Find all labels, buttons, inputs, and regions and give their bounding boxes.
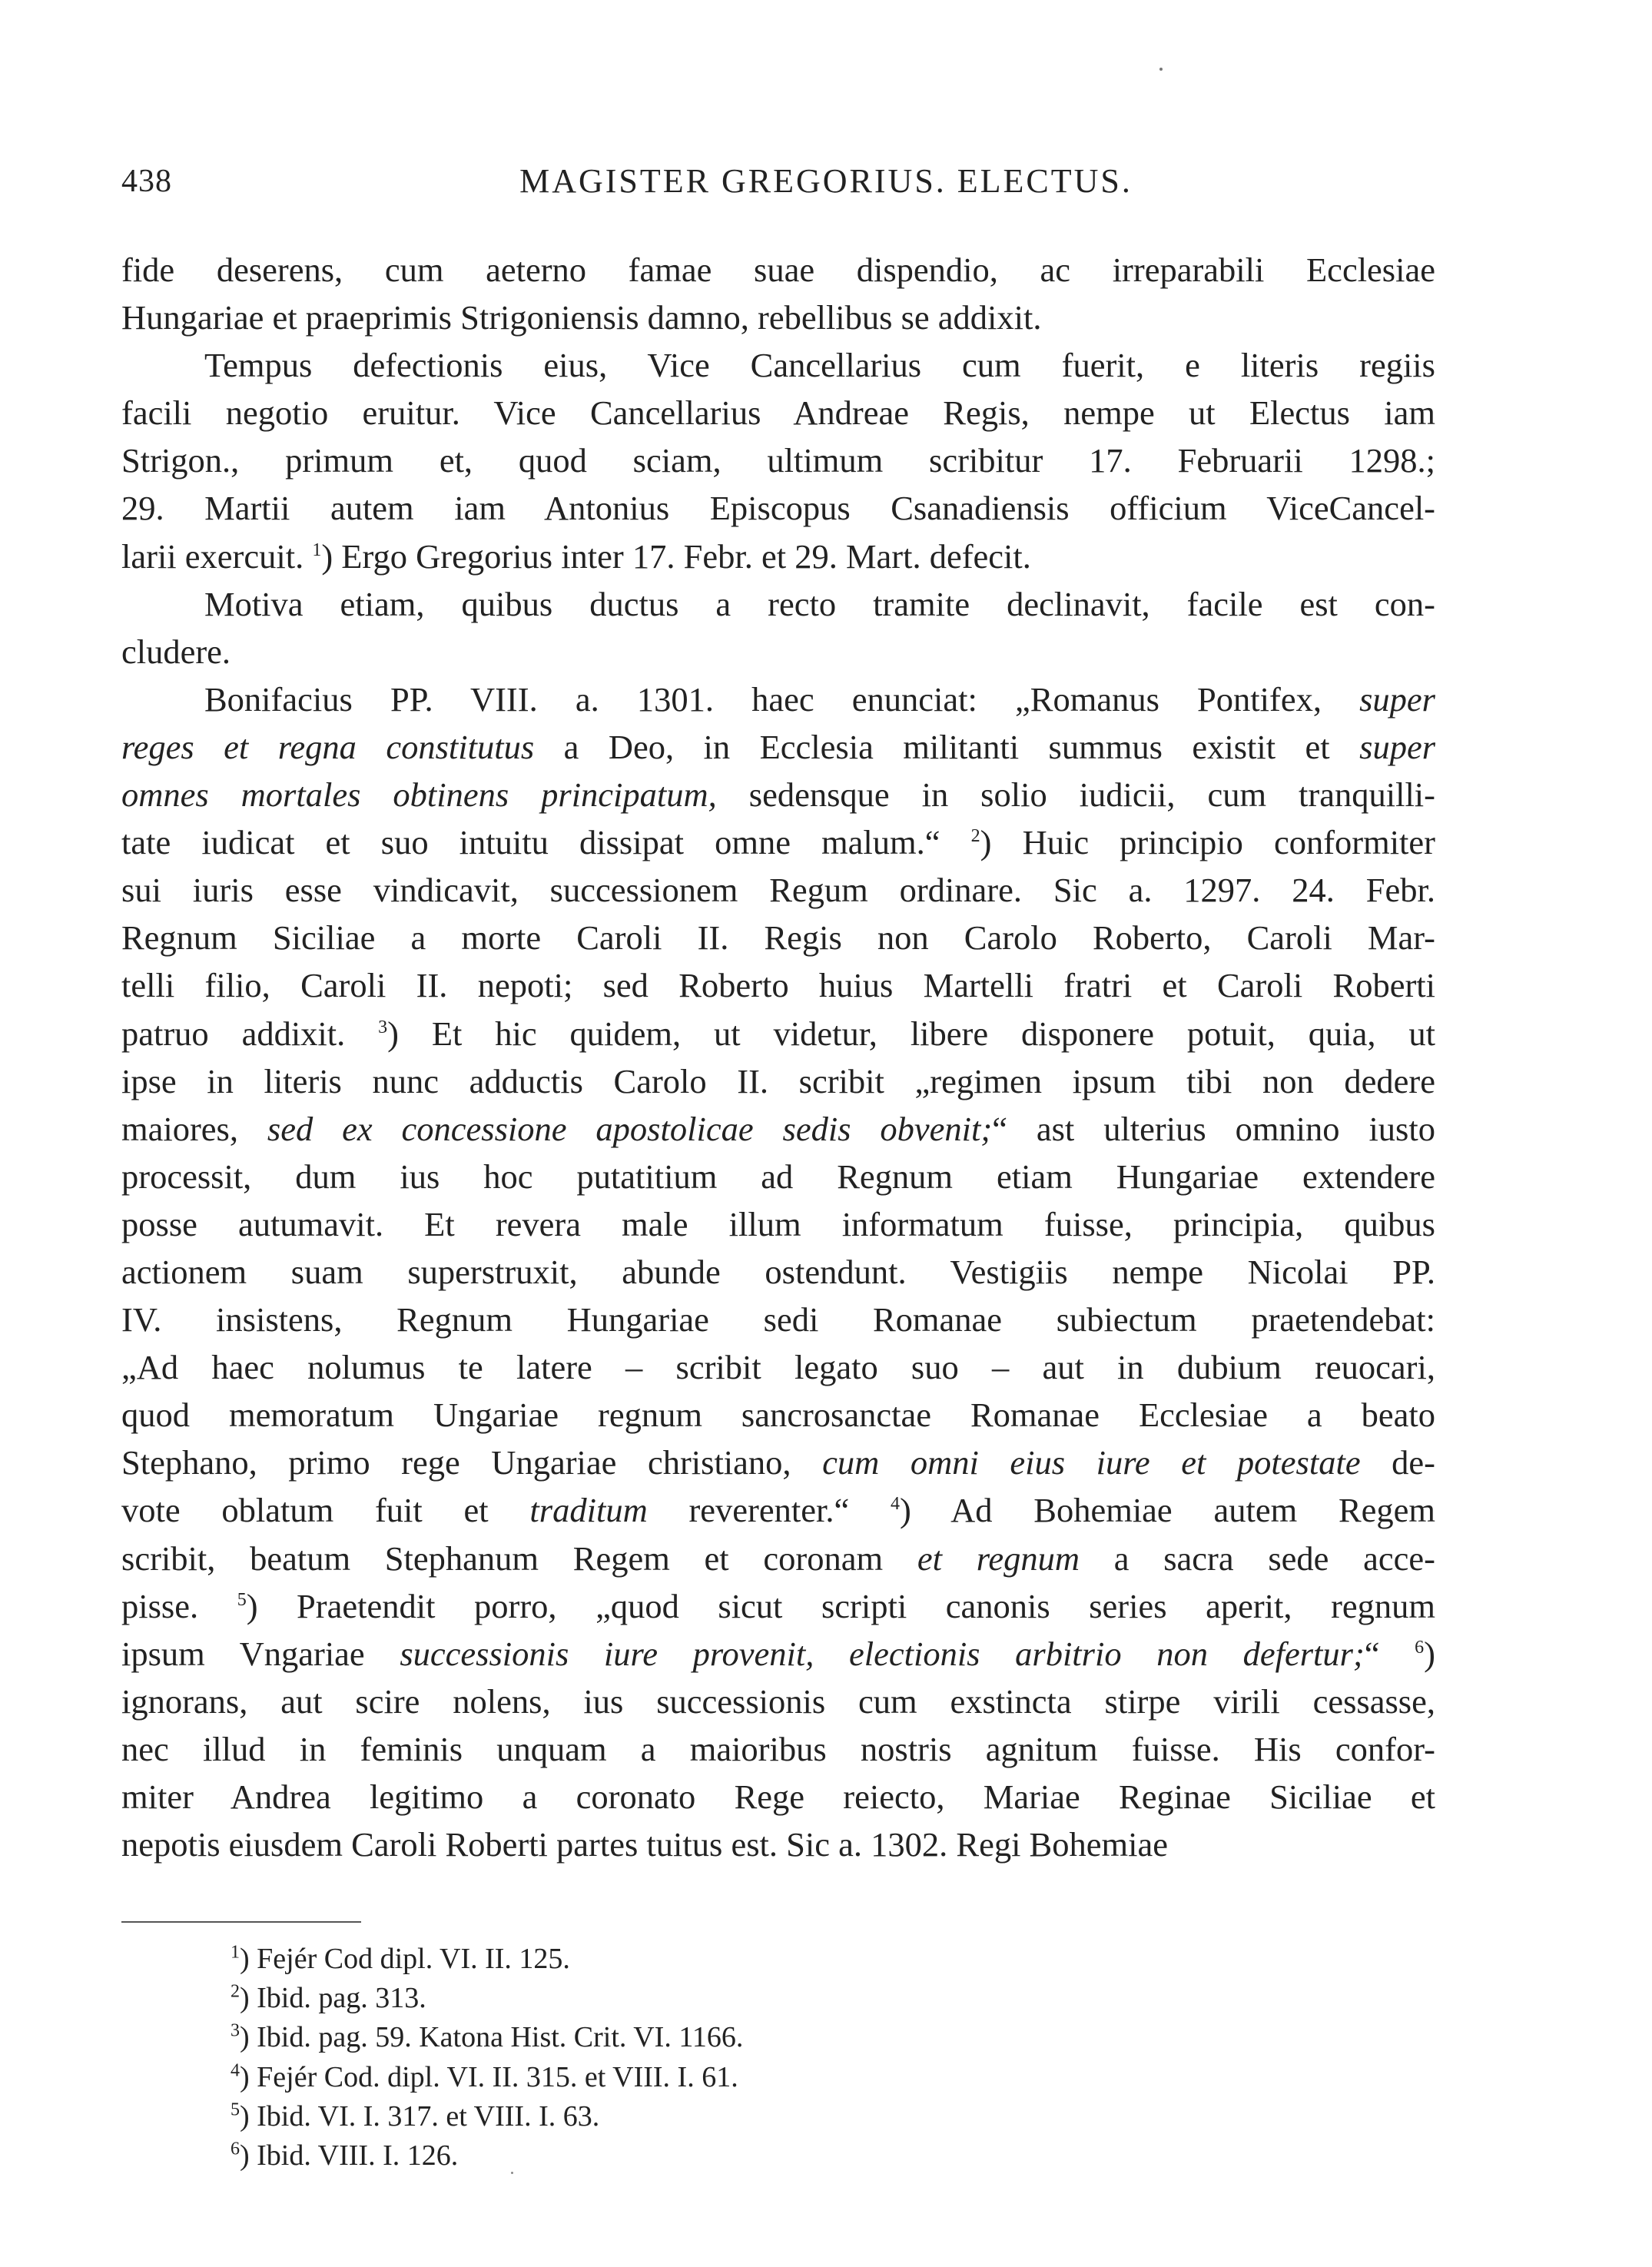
italic-run: reges et regna constitutus xyxy=(121,727,535,766)
text-line xyxy=(121,1582,1435,1630)
text-run: Hungariae et praeprimis Strigoniensis damno, rebellibus se addixit. xyxy=(121,298,1042,337)
text-line xyxy=(121,1439,1435,1486)
italic-run: super xyxy=(1359,727,1435,766)
text-line xyxy=(121,818,1435,866)
footnote-mark: 2 xyxy=(231,1981,240,2002)
italic-run: successionis iure provenit, electionis arbitrio non defertur; xyxy=(400,1634,1365,1673)
text-line xyxy=(121,1535,1435,1582)
footnotes xyxy=(231,1940,743,2176)
footnote-text: ) Fejér Cod dipl. VI. II. 125. xyxy=(240,1943,570,1975)
text-run: “ xyxy=(1364,1634,1415,1673)
italic-run: super xyxy=(1359,679,1435,719)
text-line xyxy=(121,1343,1435,1391)
body-text xyxy=(121,246,1435,1868)
text-line xyxy=(121,580,1435,628)
text-line xyxy=(121,1630,1435,1678)
text-line xyxy=(121,1725,1435,1773)
italic-run: cum omni eius iure et potestate xyxy=(822,1443,1361,1482)
text-run: quod memoratum Ungariae regnum sancrosanctae Romanae Ecclesiae a beato xyxy=(121,1396,1435,1435)
text-line xyxy=(121,1773,1435,1821)
text-line xyxy=(121,533,1435,580)
footnote xyxy=(231,2136,743,2176)
running-head: MAGISTER GREGORIUS. ELECTUS. xyxy=(519,162,1133,200)
footnote-ref: 3 xyxy=(378,1017,388,1037)
text-line xyxy=(121,1821,1435,1868)
footnote-text: ) Ibid. VI. I. 317. et VIII. I. 63. xyxy=(240,2099,600,2133)
text-line xyxy=(121,1010,1435,1057)
text-run: ipse in literis nunc adductis Carolo II. scribit „regimen ipsum tibi non dedere xyxy=(121,1061,1435,1100)
text-run: ) Ergo Gregorius inter 17. Febr. et 29. Mart. defecit. xyxy=(321,536,1031,576)
footnote-ref: 6 xyxy=(1415,1637,1425,1658)
text-line xyxy=(121,1296,1435,1343)
text-line xyxy=(121,914,1435,961)
text-run: telli filio, Caroli II. nepoti; sed Roberto huius Martelli fratri et Caroli Roberti xyxy=(121,966,1435,1005)
footnote xyxy=(231,2018,743,2057)
footnote-mark: 5 xyxy=(231,2099,240,2120)
speck-mark xyxy=(511,2172,513,2174)
text-line xyxy=(121,1248,1435,1296)
text-run: nepotis eiusdem Caroli Roberti partes tuitus est. Sic a. 1302. Regi Bohemiae xyxy=(121,1825,1168,1864)
footnote-ref: 4 xyxy=(891,1494,900,1515)
text-run: ) Et hic quidem, ut videtur, libere disponere potuit, quia, ut xyxy=(387,1014,1435,1053)
text-run: ) Ad Bohemiae autem Regem xyxy=(900,1491,1435,1530)
text-line xyxy=(121,341,1435,389)
text-run: miter Andrea legitimo a coronato Rege reiecto, Mariae Reginae Siciliae et xyxy=(121,1777,1435,1816)
footnote-separator xyxy=(121,1921,361,1923)
italic-run: et regnum xyxy=(917,1538,1080,1578)
text-line xyxy=(121,771,1435,818)
text-run: cludere. xyxy=(121,632,231,671)
text-run: ) Huic principio conformiter xyxy=(980,823,1435,862)
text-line xyxy=(121,1391,1435,1439)
text-run: sui iuris esse vindicavit, successionem Regum ordinare. Sic a. 1297. 24. Febr. xyxy=(121,871,1435,910)
text-run: de- xyxy=(1360,1443,1435,1482)
text-line xyxy=(121,484,1435,532)
text-line xyxy=(121,1105,1435,1153)
text-run: “ ast ulterius omnino iusto xyxy=(992,1109,1435,1148)
footnote-mark: 3 xyxy=(231,2020,240,2041)
text-run: vote oblatum fuit et xyxy=(121,1491,530,1530)
text-line xyxy=(121,961,1435,1009)
text-run: Strigon., primum et, quod sciam, ultimum scribitur 17. Februarii 1298.; xyxy=(121,441,1435,480)
footnote xyxy=(231,1979,743,2018)
text-run: posse autumavit. Et revera male illum informatum fuisse, principia, quibus xyxy=(121,1204,1435,1243)
text-line xyxy=(121,436,1435,484)
text-run: actionem suam superstruxit, abunde ostendunt. Vestigiis nempe Nicolai PP. xyxy=(121,1252,1435,1291)
text-line xyxy=(121,675,1435,723)
text-run: Stephano, primo rege Ungariae christiano, xyxy=(121,1443,823,1482)
footnote xyxy=(231,1940,743,1979)
text-run: tate iudicat et suo intuitu dissipat omne malum.“ xyxy=(121,823,971,862)
text-run: sedensque in solio iudicii, cum tranquilli- xyxy=(716,775,1435,815)
footnote-ref: 1 xyxy=(312,539,322,560)
text-run: larii exercuit. xyxy=(121,536,313,576)
footnote-text: ) Fejér Cod. dipl. VI. II. 315. et VIII. I. 61. xyxy=(240,2060,738,2093)
footnote-mark: 4 xyxy=(231,2060,240,2080)
text-run: Tempus defectionis eius, Vice Cancellarius cum fuerit, e literis regiis xyxy=(204,346,1435,385)
text-run: nec illud in feminis unquam a maioribus nostris agnitum fuisse. His confor- xyxy=(121,1729,1435,1768)
italic-run: traditum xyxy=(529,1491,648,1530)
text-line xyxy=(121,1486,1435,1534)
text-run: ignorans, aut scire nolens, ius successionis cum exstincta stirpe virili cessasse, xyxy=(121,1681,1435,1721)
page-number: 438 xyxy=(121,164,172,199)
text-run: reverenter.“ xyxy=(647,1491,891,1530)
footnote-text: ) Ibid. VIII. I. 126. xyxy=(240,2139,459,2172)
text-run: a Deo, in Ecclesia militanti summus existit et xyxy=(534,727,1360,766)
text-run: IV. insistens, Regnum Hungariae sedi Romanae subiectum praetendebat: xyxy=(121,1300,1435,1339)
text-run: processit, dum ius hoc putatitium ad Regnum etiam Hungariae extendere xyxy=(121,1157,1435,1196)
text-line xyxy=(121,1153,1435,1200)
text-line xyxy=(121,628,1435,675)
text-run: ) Praetendit porro, „quod sicut scripti canonis series aperit, regnum xyxy=(246,1586,1435,1625)
text-run: fide deserens, cum aeterno famae suae dispendio, ac irreparabili Ecclesiae xyxy=(121,251,1435,289)
footnote-text: ) Ibid. pag. 59. Katona Hist. Crit. VI. 1166. xyxy=(240,2021,744,2054)
italic-run: sed ex concessione apostolicae sedis obvenit; xyxy=(267,1109,993,1148)
text-line xyxy=(121,866,1435,914)
footnote-mark: 1 xyxy=(231,1942,240,1963)
text-line xyxy=(121,1057,1435,1105)
text-run: facili negotio eruitur. Vice Cancellarius Andreae Regis, nempe ut Electus iam xyxy=(121,393,1435,433)
text-run: ) xyxy=(1424,1634,1435,1673)
text-run: Motiva etiam, quibus ductus a recto tramite declinavit, facile est con- xyxy=(204,584,1435,623)
italic-run: omnes mortales obtinens principatum, xyxy=(121,775,717,815)
text-line xyxy=(121,723,1435,771)
text-line xyxy=(121,246,1435,294)
text-run: 29. Martii autem iam Antonius Episcopus Csanadiensis officium ViceCancel- xyxy=(121,489,1435,528)
text-run: scribit, beatum Stephanum Regem et coronam xyxy=(121,1538,917,1578)
footnote-ref: 2 xyxy=(970,826,980,847)
text-run: patruo addixit. xyxy=(121,1014,379,1053)
text-run: Regnum Siciliae a morte Caroli II. Regis non Carolo Roberto, Caroli Mar- xyxy=(121,918,1435,958)
text-run: pisse. xyxy=(121,1586,237,1625)
footnote xyxy=(231,2058,743,2097)
speck-mark xyxy=(1159,68,1163,71)
footnote-text: ) Ibid. pag. 313. xyxy=(240,1982,426,2015)
footnote xyxy=(231,2097,743,2136)
text-run: Bonifacius PP. VIII. a. 1301. haec enunciat: „Romanus Pontifex, xyxy=(204,679,1360,719)
text-line xyxy=(121,1200,1435,1248)
footnote-mark: 6 xyxy=(231,2139,240,2159)
text-run: „Ad haec nolumus te latere – scribit legato suo – aut in dubium reuocari, xyxy=(121,1348,1435,1387)
text-line xyxy=(121,389,1435,436)
text-line xyxy=(121,1678,1435,1725)
text-run: ipsum Vngariae xyxy=(121,1634,400,1673)
text-run: a sacra sede acce- xyxy=(1080,1538,1435,1578)
footnote-ref: 5 xyxy=(237,1589,247,1610)
text-run: maiores, xyxy=(121,1109,267,1148)
text-line xyxy=(121,294,1435,341)
